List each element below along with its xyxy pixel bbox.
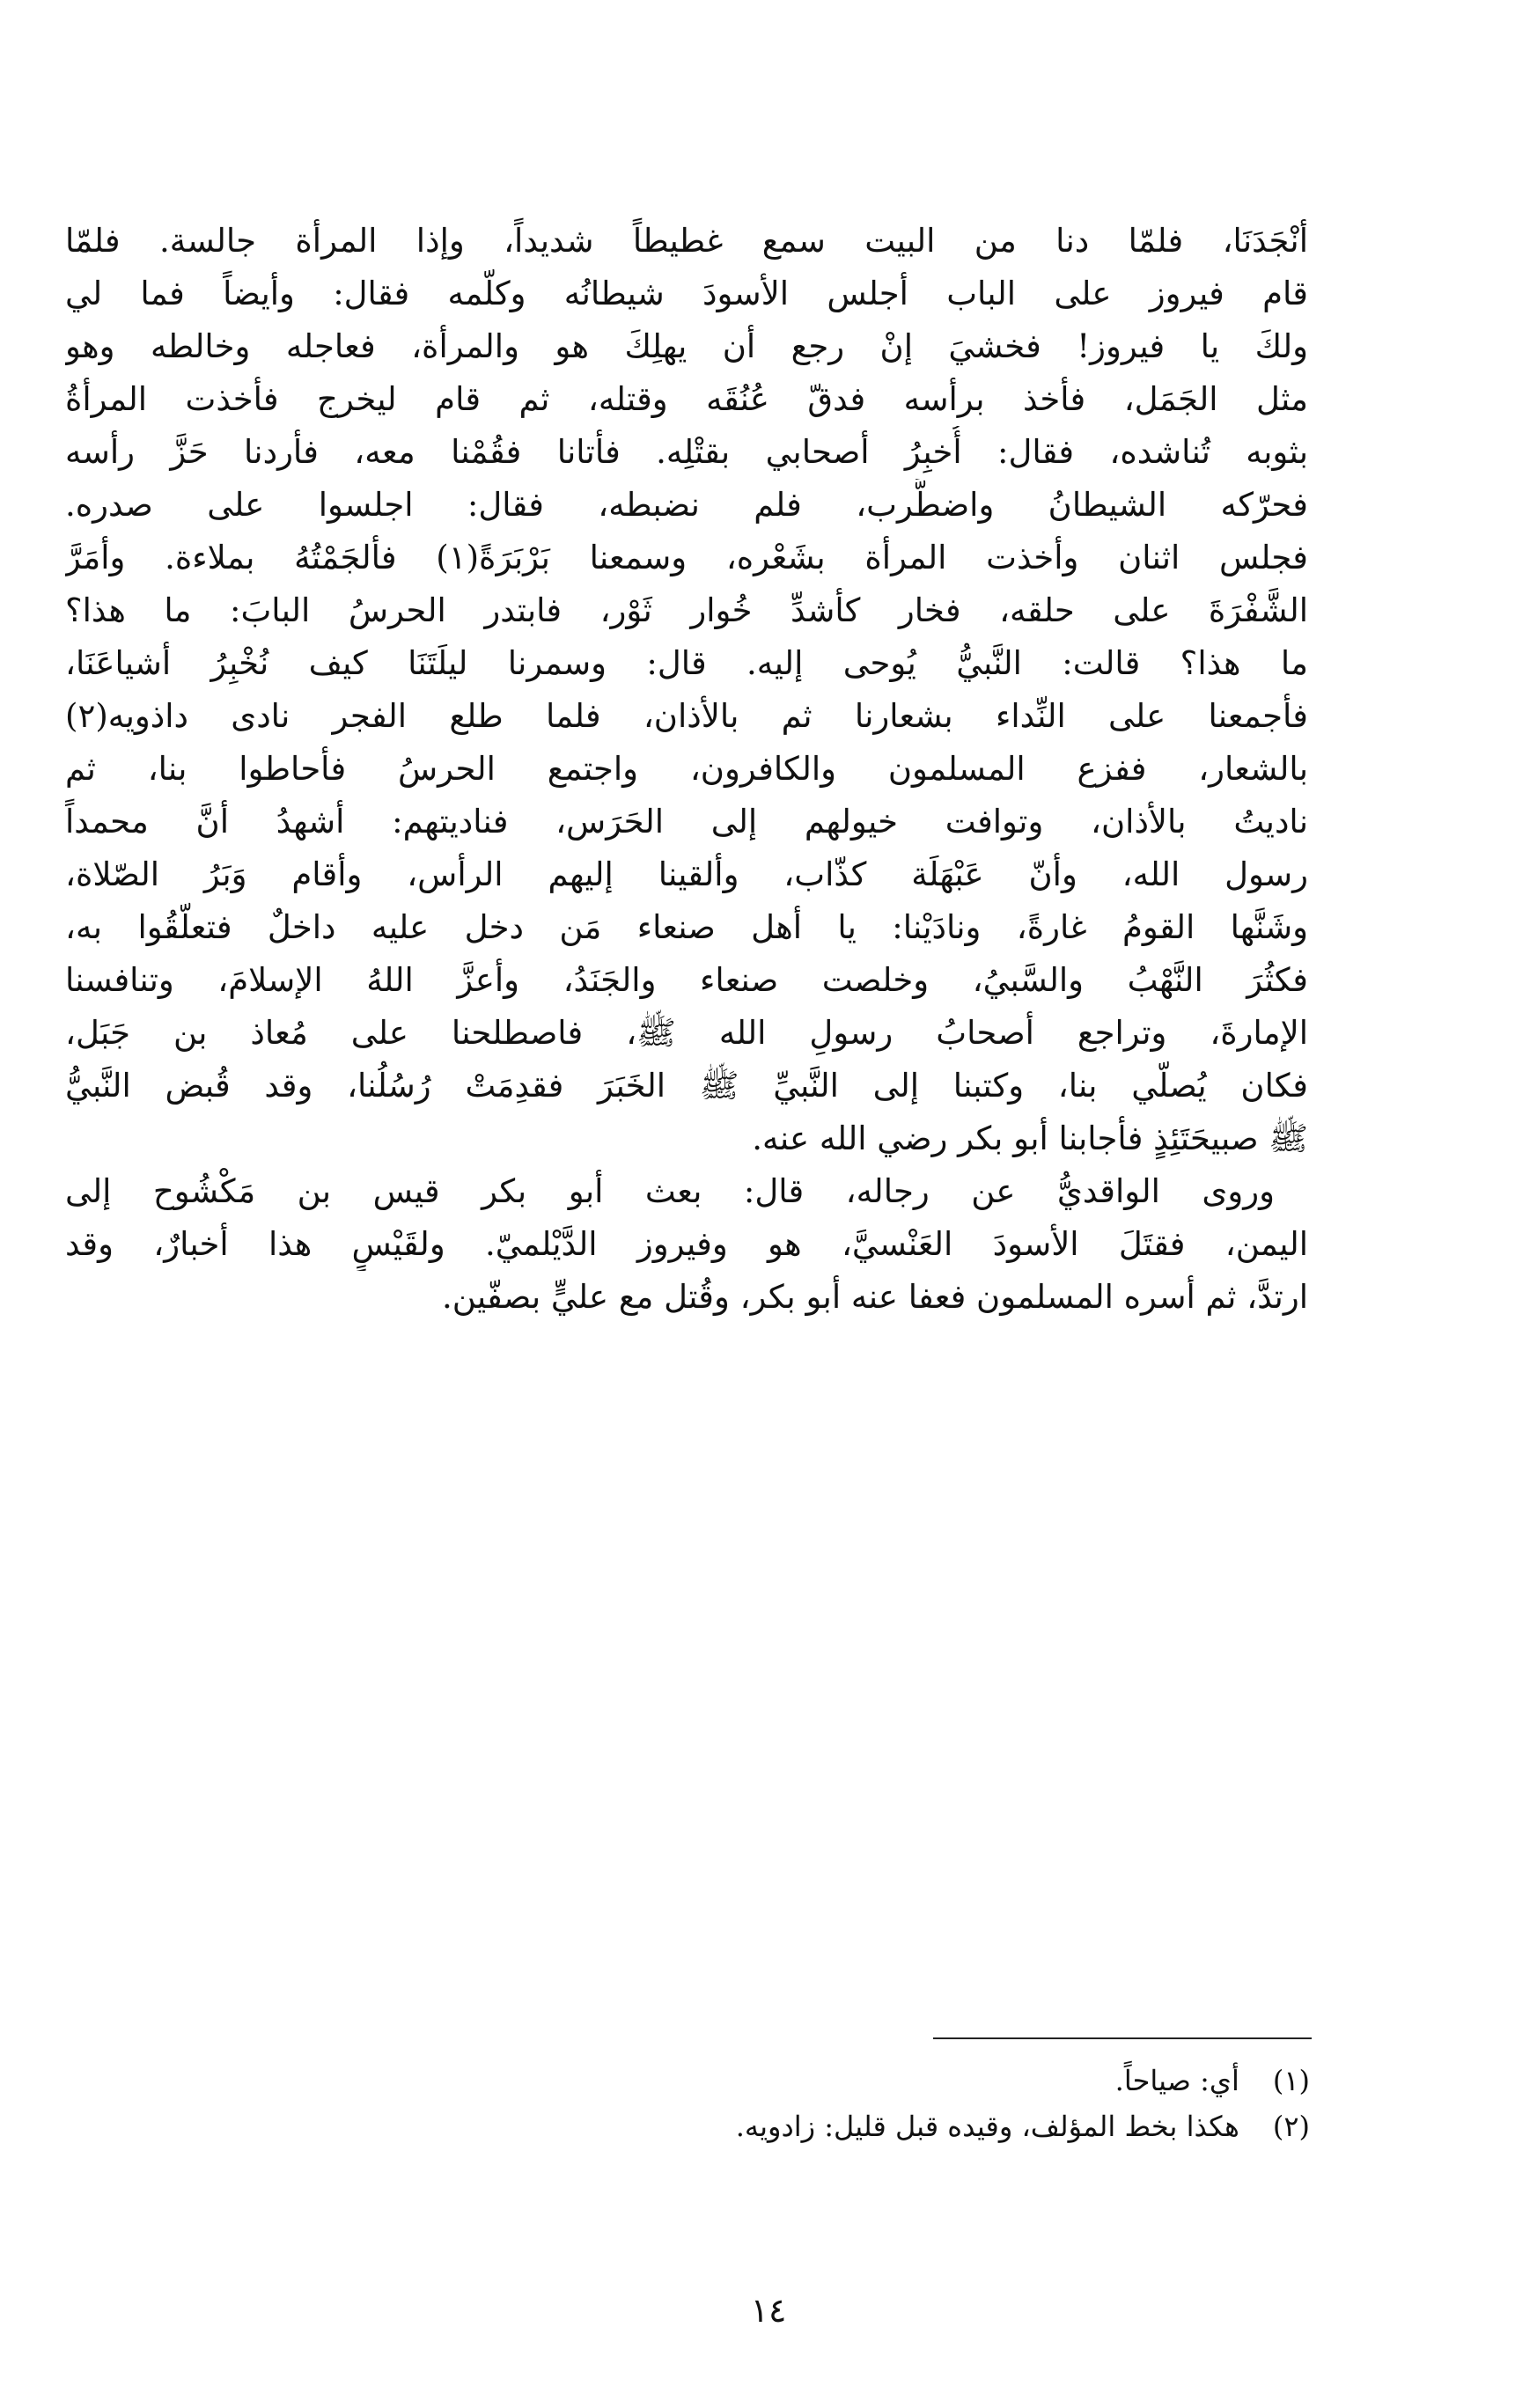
text-line-4: مثل الجَمَل، فأخذ برأسه فدقّ عُنُقَه وقتله، ثم قام ليخرج فأخذت المرأةُ [65, 380, 1308, 418]
text-line-19: وروى الواقديُّ عن رجاله، قال: بعث أبو بكر قيس بن مَكْشُوح إلى [65, 1172, 1275, 1210]
text-line-10: فأجمعنا على النِّداء بشعارنا ثم بالأذان، فلما طلع الفجر نادى داذويه(٢) [65, 697, 1308, 735]
footnote-text: هكذا بخط المؤلف، وقيده قبل قليل: زادويه. [735, 2110, 1239, 2143]
main-text-block [65, 215, 1308, 1324]
footnote-2 [493, 2103, 1310, 2149]
text-line-17: فكان يُصلّي بنا، وكتبنا إلى النَّبيِّ ﷺ الخَبَرَ فقدِمَتْ رُسُلُنا، وقد قُبض النَّبيُّ [65, 1067, 1308, 1105]
text-line-20: اليمن، فقتَلَ الأسودَ العَنْسيَّ، هو وفيروز الدَّيْلميّ. ولقَيْسٍ هذا أخبارٌ، وقد [65, 1225, 1308, 1263]
text-line-12: ناديتُ بالأذان، وتوافت خيولهم إلى الحَرَس، فناديتهم: أشهدُ أنَّ محمداً [65, 803, 1308, 841]
text-line-1: أنْجَدَنَا، فلمّا دنا من البيت سمع غطيطاً شديداً، وإذا المرأة جالسة. فلمّا [65, 222, 1308, 260]
text-line-8: الشَّفْرَةَ على حلقه، فخار كأشدِّ خُوار ثَوْر، فابتدر الحرسُ البابَ: ما هذا؟ [65, 591, 1308, 629]
text-line-2: قام فيروز على الباب أجلس الأسودَ شيطانُه وكلّمه فقال: وأيضاً فما لي [65, 275, 1308, 312]
footnote-1 [493, 2058, 1310, 2103]
text-line-21: ارتدَّ، ثم أسره المسلمون فعفا عنه أبو بكر، وقُتل مع عليٍّ بصفّين. [441, 1278, 1308, 1316]
text-line-11: بالشعار، ففزع المسلمون والكافرون، واجتمع الحرسُ فأحاطوا بنا، ثم [65, 750, 1308, 788]
text-line-6: فحرّكه الشيطانُ واضطَّرب، فلم نضبطه، فقال: اجلسوا على صدره. [65, 486, 1308, 524]
footnote-number: (٢) [1272, 2110, 1310, 2143]
text-line-7: فجلس اثنان وأخذت المرأة بشَعْره، وسمعنا بَرْبَرَةً(١) فألجَمْتُهُ بملاءة. وأمَرَّ [65, 539, 1308, 576]
page-number: ١٤ [750, 2291, 787, 2330]
footnote-separator [933, 2037, 1312, 2039]
footnote-number: (١) [1272, 2064, 1310, 2097]
text-line-16: الإمارةَ، وتراجع أصحابُ رسولِ الله ﷺ، فاصطلحنا على مُعاذ بن جَبَل، [65, 1014, 1308, 1052]
text-line-5: بثوبه تُناشده، فقال: أُخبِرُ أصحابي بقتْلِه. فأتانا فقُمْنا معه، فأردنا حَزَّ رأسه [65, 433, 1308, 471]
text-line-3: ولكَ يا فيروز! فخشيَ إنْ رجع أن يهلِكَ هو والمرأة، فعاجله وخالطه وهو [65, 327, 1308, 365]
text-line-13: رسول الله، وأنّ عَبْهَلَة كذّاب، وألقينا إليهم الرأس، وأقام وَبَرُ الصّلاة، [65, 855, 1308, 893]
text-line-15: فكثُرَ النَّهْبُ والسَّبيُ، وخلصت صنعاء والجَنَدُ، وأعزَّ اللهُ الإسلامَ، وتنافسنا [65, 961, 1308, 999]
footnotes-block [493, 2058, 1310, 2149]
footnote-text: أي: صياحاً. [1114, 2064, 1239, 2097]
text-line-14: وشَنَّها القومُ غارةً، ونادَيْنا: يا أهل صنعاء مَن دخل عليه داخلٌ فتعلّقُوا به، [65, 908, 1308, 946]
text-line-18: ﷺ صبيحَتَئِذٍ فأجابنا أبو بكر رضي الله عنه. [752, 1120, 1308, 1157]
text-line-9: ما هذا؟ قالت: النَّبيُّ يُوحى إليه. قال: وسمرنا ليلَتَنَا كيف نُخْبِرُ أشياعَنَا، [65, 644, 1308, 682]
